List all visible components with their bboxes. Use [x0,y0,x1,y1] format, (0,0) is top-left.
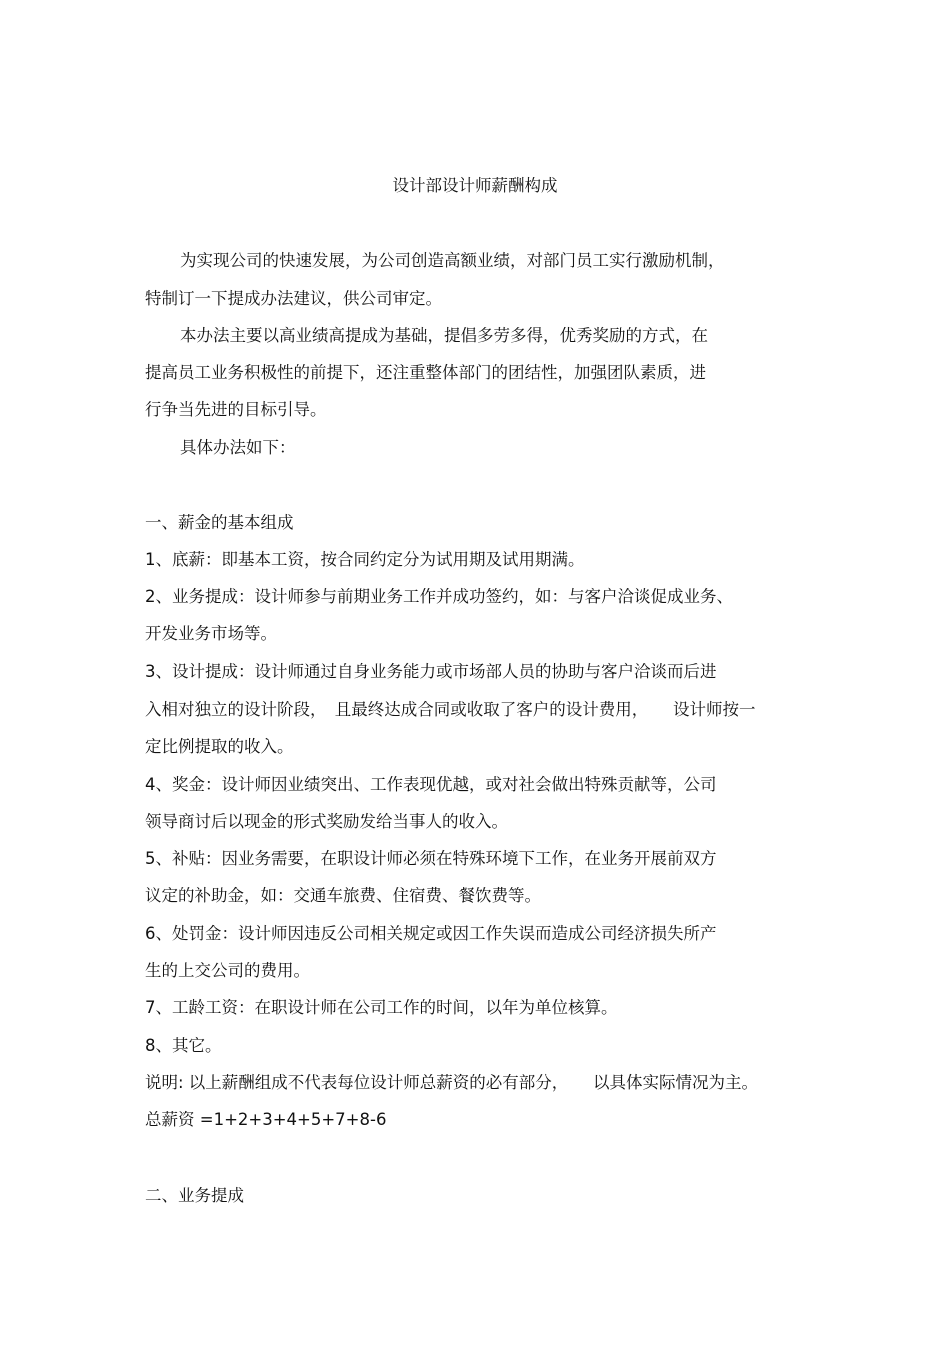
body-line: 4、奖金：设计师因业绩突出、工作表现优越，或对社会做出特殊贡献等，公司 [145,775,717,794]
intro-line: 为实现公司的快速发展，为公司创造高额业绩，对部门员工实行激励机制， [180,251,725,270]
intro-line: 本办法主要以高业绩高提成为基础，提倡多劳多得，优秀奖励的方式，在 [180,326,708,345]
body-line: 生的上交公司的费用。 [145,961,310,980]
body-line: 定比例提取的收入。 [145,737,294,756]
body-line: 1、底薪：即基本工资，按合同约定分为试用期及试用期满。 [145,550,585,569]
formula-line: 总薪资 =1+2+3+4+5+7+8-6 [145,1110,387,1129]
body-line: 说明: 以上薪酬组成不代表每位设计师总薪资的必有部分， 以具体实际情况为主。 [145,1073,759,1092]
body-line: 5、补贴：因业务需要，在职设计师必须在特殊环境下工作，在业务开展前双方 [145,849,717,868]
intro-line: 特制订一下提成办法建议，供公司审定。 [145,289,442,308]
page-title: 设计部设计师薪酬构成 [392,176,558,195]
body-line: 入相对独立的设计阶段， 且最终达成合同或收取了客户的设计费用， 设计师按一 [145,700,756,719]
body-line: 8、其它。 [145,1036,222,1055]
body-line: 7、工龄工资：在职设计师在公司工作的时间，以年为单位核算。 [145,998,618,1017]
body-line: 议定的补助金，如：交通车旅费、住宿费、餐饮费等。 [145,886,541,905]
intro-line: 提高员工业务积极性的前提下，还注重整体部门的团结性，加强团队素质，进 [145,363,706,382]
intro-line: 行争当先进的目标引导。 [145,400,327,419]
body-line: 领导商讨后以现金的形式奖励发给当事人的收入。 [145,812,508,831]
section-heading: 一、薪金的基本组成 [145,513,294,532]
body-line: 6、处罚金：设计师因违反公司相关规定或因工作失误而造成公司经济损失所产 [145,924,717,943]
body-line: 开发业务市场等。 [145,624,277,643]
intro-line: 具体办法如下： [180,438,296,457]
section-heading: 二、业务提成 [145,1186,244,1205]
body-line: 2、业务提成：设计师参与前期业务工作并成功签约，如：与客户洽谈促成业务、 [145,587,733,606]
body-line: 3、设计提成：设计师通过自身业务能力或市场部人员的协助与客户洽谈而后进 [145,662,717,681]
